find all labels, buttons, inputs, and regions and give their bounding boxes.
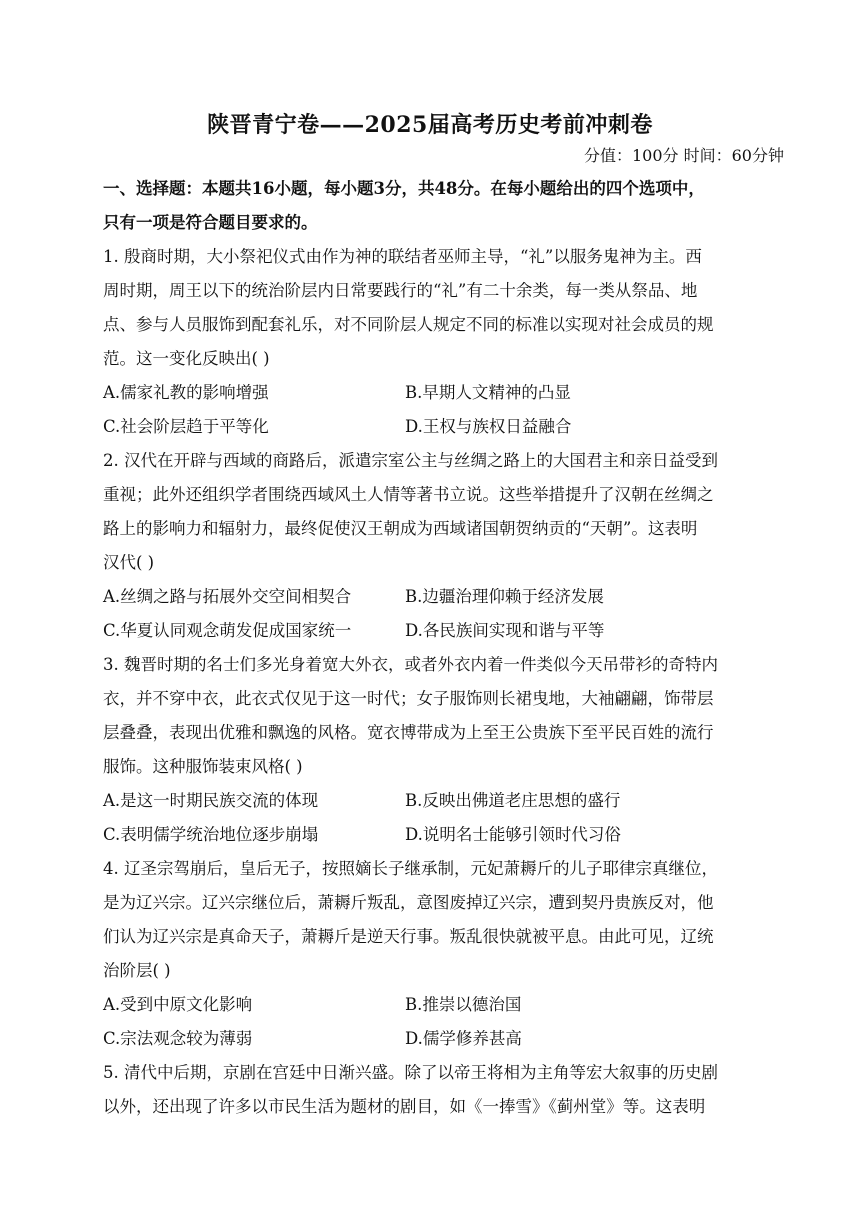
question-text-line: 周时期，周王以下的统治阶层内日常要践行的“礼”有二十余类，每一类从祭品、地	[103, 281, 698, 300]
question-text-line: 重视；此外还组织学者围绕西域风土人情等著书立说。这些举措提升了汉朝在丝绸之	[103, 485, 714, 504]
options-row	[103, 580, 768, 614]
option-b[interactable]: B.边疆治理仰赖于经济发展	[405, 587, 604, 606]
option-c[interactable]: C.表明儒学统治地位逐步崩塌	[103, 825, 319, 844]
option-a[interactable]: A.儒家礼教的影响增强	[103, 383, 269, 402]
options-row	[103, 1022, 768, 1056]
question-4	[103, 852, 768, 1056]
options-row	[103, 818, 768, 852]
option-c[interactable]: C.华夏认同观念萌发促成国家统一	[103, 621, 352, 640]
option-a[interactable]: A.丝绸之路与拓展外交空间相契合	[103, 587, 352, 606]
question-text-line: 层叠叠，表现出优雅和飘逸的风格。宽衣博带成为上至王公贵族下至平民百姓的流行	[103, 723, 714, 742]
options-row	[103, 614, 768, 648]
option-a[interactable]: A.受到中原文化影响	[103, 995, 253, 1014]
question-text-line: 是为辽兴宗。辽兴宗继位后，萧耨斤叛乱，意图废掉辽兴宗，遭到契丹贵族反对，他	[103, 893, 714, 912]
options-row	[103, 988, 768, 1022]
section-heading-line: 只有一项是符合题目要求的。	[103, 213, 318, 232]
question-text-line: 点、参与人员服饰到配套礼乐，对不同阶层人规定不同的标准以实现对社会成员的规	[103, 315, 714, 334]
option-b[interactable]: B.反映出佛道老庄思想的盛行	[405, 791, 621, 810]
option-d[interactable]: D.各民族间实现和谐与平等	[405, 621, 605, 640]
question-text-line: 治阶层( )	[103, 961, 171, 980]
question-text-line: 服饰。这种服饰装束风格( )	[103, 757, 303, 776]
question-text-line: 汉代( )	[103, 553, 155, 572]
options-row	[103, 784, 768, 818]
question-2	[103, 444, 768, 648]
options-row	[103, 410, 768, 444]
option-b[interactable]: B.推崇以德治国	[405, 995, 522, 1014]
option-c[interactable]: C.宗法观念较为薄弱	[103, 1029, 253, 1048]
question-text-line: 5. 清代中后期，京剧在宫廷中日渐兴盛。除了以帝王将相为主角等宏大叙事的历史剧	[103, 1063, 718, 1082]
score-time-info: 分值：100分 时间：60分钟	[584, 146, 784, 165]
option-d[interactable]: D.说明名士能够引领时代习俗	[405, 825, 621, 844]
question-text-line: 3. 魏晋时期的名士们多光身着宽大外衣，或者外衣内着一件类似今天吊带衫的奇特内	[103, 655, 718, 674]
question-text-line: 范。这一变化反映出( )	[103, 349, 270, 368]
question-text-line: 路上的影响力和辐射力，最终促使汉王朝成为西域诸国朝贺纳贡的“天朝”。这表明	[103, 519, 698, 538]
question-text-line: 以外，还出现了许多以市民生活为题材的剧目，如《一捧雪》《蓟州堂》等。这表明	[103, 1097, 706, 1116]
option-d[interactable]: D.王权与族权日益融合	[405, 417, 572, 436]
option-c[interactable]: C.社会阶层趋于平等化	[103, 417, 269, 436]
option-d[interactable]: D.儒学修养甚高	[405, 1029, 522, 1048]
question-text-line: 们认为辽兴宗是真命天子，萧耨斤是逆天行事。叛乱很快就被平息。由此可见，辽统	[103, 927, 714, 946]
page-title: 陕晋青宁卷——2025届高考历史考前冲刺卷	[207, 112, 653, 138]
question-5	[103, 1056, 768, 1124]
question-text-line: 2. 汉代在开辟与西域的商路后，派遣宗室公主与丝绸之路上的大国君主和亲日益受到	[103, 451, 718, 470]
question-text-line: 衣，并不穿中衣，此衣式仅见于这一时代；女子服饰则长裙曳地，大袖翩翩，饰带层	[103, 689, 714, 708]
question-text-line: 4. 辽圣宗驾崩后，皇后无子，按照嫡长子继承制，元妃萧耨斤的儿子耶律宗真继位，	[103, 859, 718, 878]
section-heading	[103, 172, 768, 240]
question-text-line: 1. 殷商时期，大小祭祀仪式由作为神的联结者巫师主导，“礼”以服务鬼神为主。西	[103, 247, 702, 266]
exam-body	[103, 172, 768, 1124]
options-row	[103, 376, 768, 410]
option-a[interactable]: A.是这一时期民族交流的体现	[103, 791, 319, 810]
question-3	[103, 648, 768, 852]
option-b[interactable]: B.早期人文精神的凸显	[405, 383, 571, 402]
section-heading-line: 一、选择题：本题共16小题，每小题3分，共48分。在每小题给出的四个选项中，	[103, 179, 705, 198]
question-1	[103, 240, 768, 444]
